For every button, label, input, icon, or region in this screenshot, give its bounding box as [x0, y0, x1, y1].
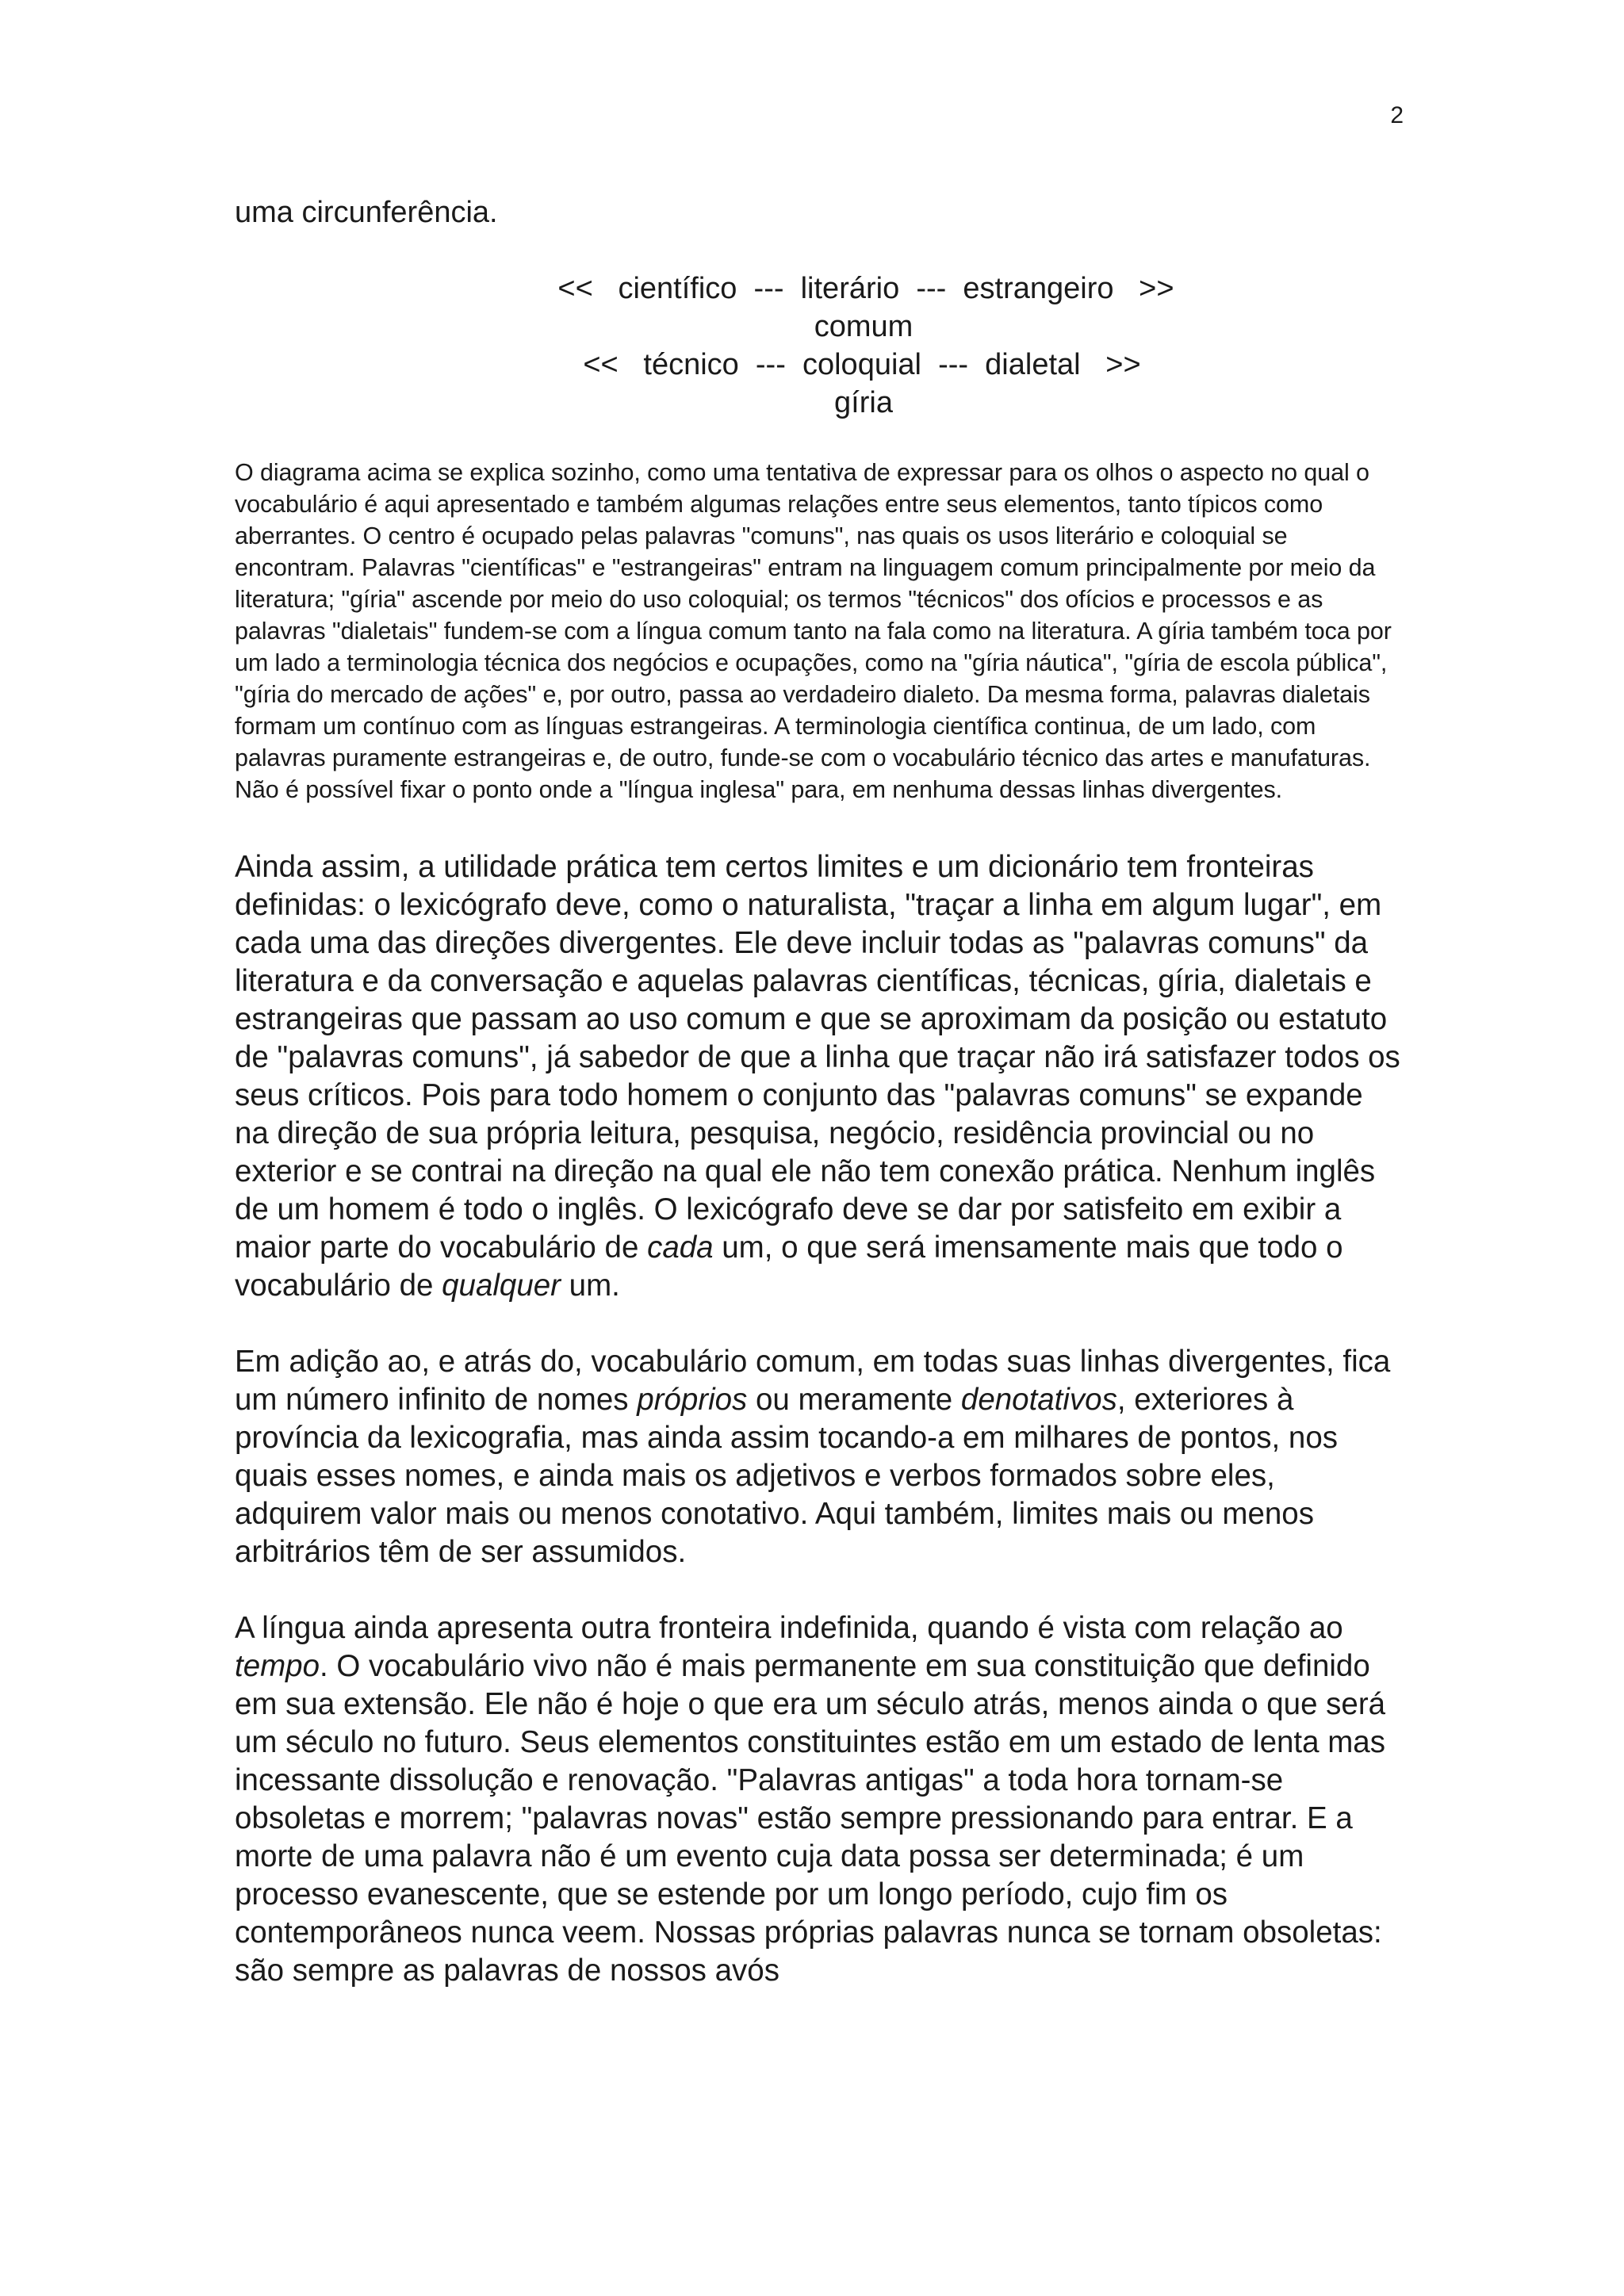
- paragraph-text: Em adição ao, e atrás do, vocabulário comum, em todas suas linhas divergentes, fica um número infinito de nomes: [235, 1345, 1391, 1417]
- page-content: [235, 193, 1400, 1990]
- paragraph-text: ou meramente: [747, 1383, 961, 1417]
- page-number: 2: [1390, 102, 1404, 128]
- paragraph-text: Ainda assim, a utilidade prática tem certos limites e um dicionário tem fronteiras definidas: o lexicógrafo deve, como o naturalista, "traçar a linha em algum lugar", em cada uma das direções divergentes. Ele deve incluir todas as "palavras comuns" da literatura e da conversação e aquelas palavras científicas, técnicas, gíria, dialetais e estrangeiras que passam ao uso comum e que se aproximam da posição ou estatuto de "palavras comuns", já sabedor de que a linha que traçar não irá satisfazer todos os seus críticos. Pois para todo homem o conjunto das "palavras comuns" se expande na direção de sua própria leitura, pesquisa, negócio, residência provincial ou no exterior e se contrai na direção na qual ele não tem conexão prática. Nenhum inglês de um homem é todo o inglês. O lexicógrafo deve se dar por satisfeito em exibir a maior parte do vocabulário de: [235, 850, 1400, 1265]
- paragraph-text: um.: [560, 1269, 620, 1303]
- emphasis-text: cada: [647, 1230, 714, 1265]
- emphasis-text: qualquer: [442, 1269, 561, 1303]
- paragraph-text: A língua ainda apresenta outra fronteira indefinida, quando é vista com relação ao: [235, 1611, 1343, 1645]
- paragraph-time-boundary: [235, 1609, 1400, 1990]
- emphasis-text: denotativos: [960, 1383, 1117, 1417]
- emphasis-text: tempo: [235, 1649, 320, 1683]
- diagram-row-technical-colloquial-dialectal: << técnico --- coloquial --- dialetal >>: [583, 348, 1141, 381]
- paragraph-text: um, o que será imensamente mais que todo o vocabulário de: [235, 1230, 1343, 1303]
- diagram-explanation: O diagrama acima se explica sozinho, como uma tentativa de expressar para os olhos o aspecto no qual o vocabulário é aqui apresentado e também algumas relações entre seus elementos, tanto típicos como aberrantes. O centro é ocupado pelas palavras "comuns", nas quais os usos literário e coloquial se encontram. Palavras "científicas" e "estrangeiras" entram na linguagem comum principalmente por meio da literatura; "gíria" ascende por meio do uso coloquial; os termos "técnicos" dos ofícios e processos e as palavras "dialetais" fundem-se com a língua comum tanto na fala como na literatura. A gíria também toca por um lado a terminologia técnica dos negócios e ocupações, como na "gíria náutica", "gíria de escola pública", "gíria do mercado de ações" e, por outro, passa ao verdadeiro dialeto. Da mesma forma, palavras dialetais formam um contínuo com as línguas estrangeiras. A terminologia científica continua, de um lado, com palavras puramente estrangeiras e, de outro, funde-se com o vocabulário técnico das artes e manufaturas. Não é possível fixar o ponto onde a "língua inglesa" para, em nenhuma dessas linhas divergentes.: [235, 459, 1392, 803]
- paragraph-practical-limits: [235, 848, 1400, 1305]
- paragraph-text: , exteriores à província da lexicografia, mas ainda assim tocando-a em milhares de pontos, nos quais esses nomes, e ainda mais os adjetivos e verbos formados sobre eles, adquirem valor mais ou menos conotativo. Aqui também, limites mais ou menos arbitrários têm de ser assumidos.: [235, 1383, 1339, 1569]
- continued-line: uma circunferência.: [235, 196, 498, 229]
- vocabulary-diagram: [235, 270, 1400, 422]
- paragraph-text: . O vocabulário vivo não é mais permanente em sua constituição que definido em sua extensão. Ele não é hoje o que era um século atrás, menos ainda o que será um século no futuro. Seus elementos constituintes estão em um estado de lenta mas incessante dissolução e renovação. "Palavras antigas" a toda hora tornam-se obsoletas e morrem; "palavras novas" estão sempre pressionando para entrar. E a morte de uma palavra não é um evento cuja data possa ser determinada; é um processo evanescente, que se estende por um longo período, cujo fim os contemporâneos nunca veem. Nossas próprias palavras nunca se tornam obsoletas: são sempre as palavras de nossos avós: [235, 1649, 1386, 1988]
- paragraph-proper-names: [235, 1343, 1400, 1571]
- emphasis-text: próprios: [637, 1383, 748, 1417]
- diagram-row-slang: gíria: [834, 386, 893, 419]
- diagram-row-scientific-literary-foreign: << científico --- literário --- estrangeiro >>: [557, 272, 1174, 305]
- diagram-row-common: comum: [814, 310, 914, 343]
